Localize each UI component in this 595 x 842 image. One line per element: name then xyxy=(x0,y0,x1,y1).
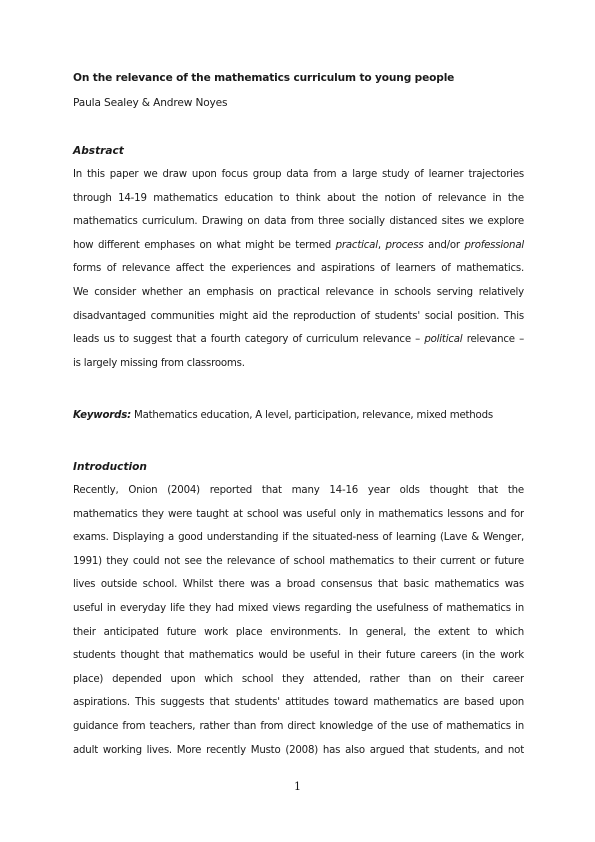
intro-line: lives outside school. Whilst there was a broad consensus that basic mathematics was xyxy=(73,579,524,591)
abstract-line xyxy=(73,234,524,258)
intro-line: aspirations. This suggests that students' attitudes toward mathematics are based upon xyxy=(73,697,524,709)
abstract-text: relevance – xyxy=(462,334,524,346)
introduction-body xyxy=(73,479,524,762)
intro-line: their anticipated future work place environments. In general, the extent to which xyxy=(73,626,524,638)
keywords-label: Keywords: xyxy=(73,410,131,421)
abstract-text: and/or xyxy=(423,239,465,251)
abstract-text: , xyxy=(377,239,386,251)
abstract-line: In this paper we draw upon focus group data from a large study of learner trajectories xyxy=(73,169,524,180)
intro-line: 1991) they could not see the relevance of school mathematics to their current or future xyxy=(73,555,524,567)
intro-line: Recently, Onion (2004) reported that many 14-16 year olds thought that the xyxy=(73,485,524,496)
abstract-heading: Abstract xyxy=(73,145,124,157)
abstract-line: We consider whether an emphasis on practical relevance in schools serving relatively xyxy=(73,286,524,298)
intro-line: guidance from teachers, rather than from direct knowledge of the use of mathematics in xyxy=(73,720,524,732)
abstract-term-professional: professional xyxy=(464,239,524,251)
abstract-body xyxy=(73,163,524,375)
abstract-line: is largely missing from classrooms. xyxy=(73,357,245,369)
intro-line: useful in everyday life they had mixed views regarding the usefulness of mathematics in xyxy=(73,602,524,614)
abstract-text: how different emphases on what might be termed xyxy=(73,239,336,251)
abstract-line: forms of relevance affect the experiences and aspirations of learners of mathematics. xyxy=(73,263,524,275)
abstract-line: through 14-19 mathematics education to think about the notion of relevance in the xyxy=(73,192,524,204)
intro-line: place) depended upon which school they attended, rather than on their career xyxy=(73,673,524,685)
intro-line: adult working lives. More recently Musto (2008) has also argued that students, and not xyxy=(73,744,524,756)
intro-line: students thought that mathematics would be useful in their future careers (in the work xyxy=(73,650,524,662)
page-number: 1 xyxy=(294,780,301,793)
abstract-term-political: political xyxy=(424,334,463,346)
intro-line: mathematics they were taught at school was useful only in mathematics lessons and for xyxy=(73,508,524,520)
paper-authors: Paula Sealey & Andrew Noyes xyxy=(73,97,228,109)
introduction-heading: Introduction xyxy=(73,461,147,473)
abstract-line: disadvantaged communities might aid the reproduction of students' social position. This xyxy=(73,310,524,322)
intro-line: exams. Displaying a good understanding if the situated-ness of learning (Lave & Wenger, xyxy=(73,532,524,544)
keywords xyxy=(73,410,533,421)
abstract-term-process: process xyxy=(385,239,424,251)
abstract-line xyxy=(73,328,524,352)
abstract-term-practical: practical xyxy=(335,239,378,251)
keywords-text: Mathematics education, A level, participation, relevance, mixed methods xyxy=(130,410,493,421)
abstract-text: leads us to suggest that a fourth category of curriculum relevance – xyxy=(73,334,425,346)
abstract-line: mathematics curriculum. Drawing on data from three socially distanced sites we explore xyxy=(73,216,524,228)
paper-title: On the relevance of the mathematics curriculum to young people xyxy=(73,72,455,84)
